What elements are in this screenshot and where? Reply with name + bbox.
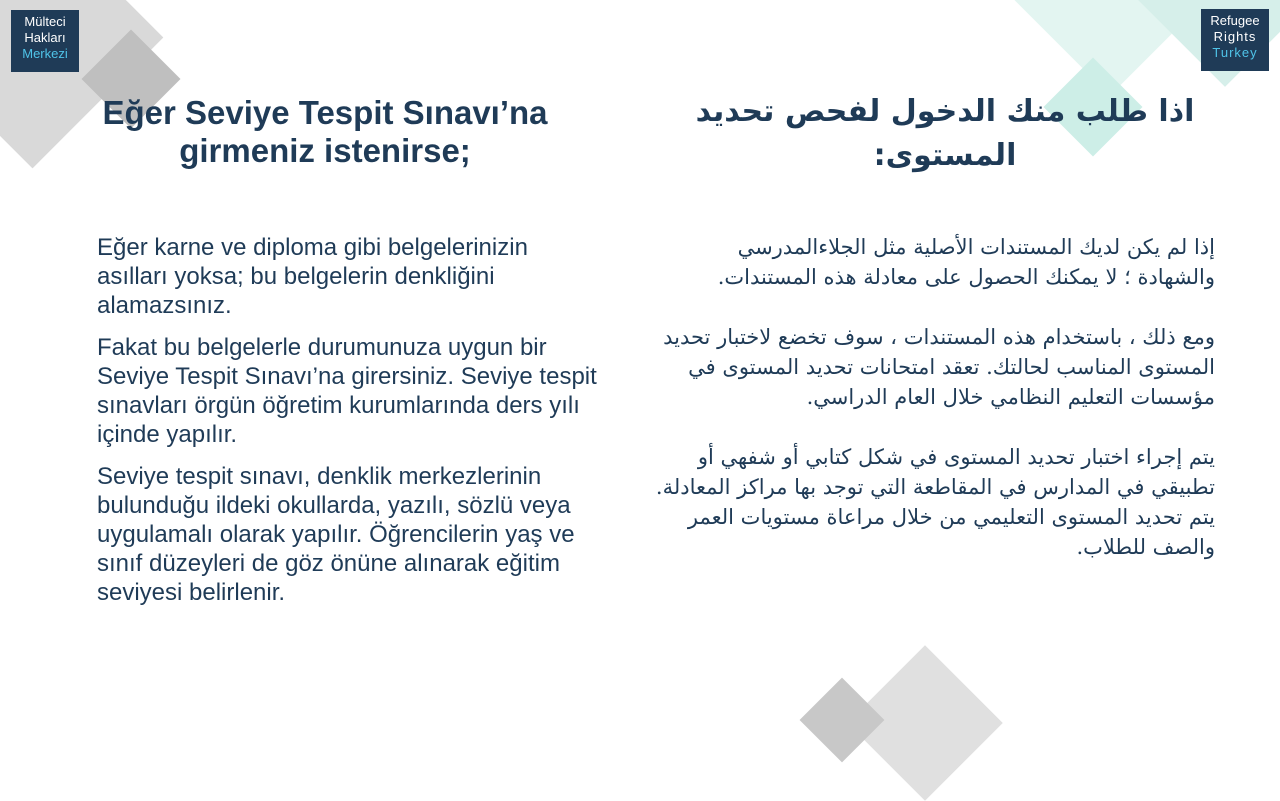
logo-line: Rights bbox=[1213, 29, 1257, 44]
paragraph-ar: ومع ذلك ، باستخدام هذه المستندات ، سوف تخضع لاختبار تحديد المستوى المناسب لحالتك. تعقد امتحانات تحديد المستوى في مؤسسات التعليم النظامي خلال العام الدراسي. bbox=[663, 325, 1215, 409]
body-turkish bbox=[97, 233, 597, 620]
heading-turkish: Eğer Seviye Tespit Sınavı’na girmeniz istenirse; bbox=[102, 94, 548, 169]
logo-multeci-haklari-merkezi bbox=[11, 10, 79, 72]
paragraph-ar: يتم إجراء اختبار تحديد المستوى في شكل كتابي أو شفهي أو تطبيقي في المدارس في المقاطعة التي توجد بها مراكز المعادلة. يتم تحديد المستوى التعليمي من خلال مراعاة مستويات العمر والصف للطلاب. bbox=[655, 445, 1215, 559]
paragraph-tr: Eğer karne ve diploma gibi belgelerinizin asılları yoksa; bu belgelerin denkliğini alamazsınız. bbox=[97, 234, 528, 319]
heading-arabic: اذا طلب منك الدخول لفحص تحديد المستوى: bbox=[695, 94, 1195, 173]
logo-line: Merkezi bbox=[22, 46, 68, 61]
body-arabic bbox=[655, 232, 1215, 592]
logo-line: Turkey bbox=[1212, 45, 1258, 60]
logo-line: Mülteci bbox=[24, 14, 66, 29]
paragraph-tr: Fakat bu belgelerle durumunuza uygun bir Seviye Tespit Sınavı’na girersiniz. Seviye tespit sınavları örgün öğretim kurumlarında ders yılı içinde yapılır. bbox=[97, 334, 597, 448]
decor-diamond-bottom-small bbox=[800, 678, 885, 763]
paragraph-tr: Seviye tespit sınavı, denklik merkezlerinin bulunduğu ildeki okullarda, yazılı, sözlü veya uygulamalı olarak yapılır. Öğrencilerin yaş ve sınıf düzeyleri de göz önüne alınarak eğitim seviyesi belirlenir. bbox=[97, 463, 575, 606]
logo-line: Refugee bbox=[1210, 13, 1260, 28]
paragraph-ar: إذا لم يكن لديك المستندات الأصلية مثل الجلاءالمدرسي والشهادة ؛ لا يمكنك الحصول على معادلة هذه المستندات. bbox=[717, 235, 1215, 289]
logo-line: Hakları bbox=[24, 30, 66, 45]
logo-refugee-rights-turkey bbox=[1201, 9, 1269, 71]
